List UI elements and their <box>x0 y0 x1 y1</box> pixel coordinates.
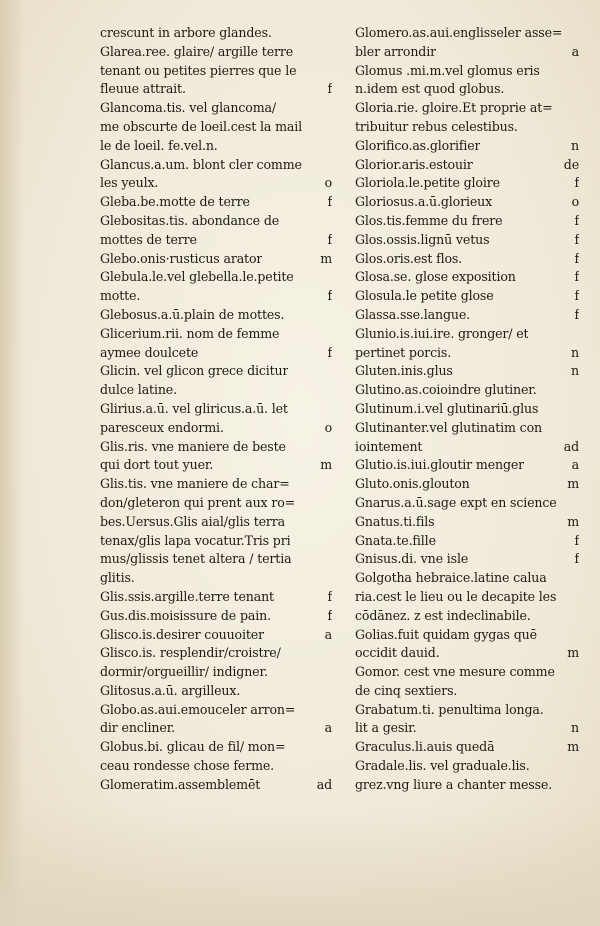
line-text: Glomeratim.assemblemēt <box>100 776 261 792</box>
line-text: Glorifico.as.glorifier <box>355 137 481 153</box>
line-text: Grabatum.ti. penultima longa. <box>355 701 544 717</box>
line-text: Glebosus.a.ū.plain de mottes. <box>100 306 285 322</box>
line-text: don/gleteron qui prent aux ro= <box>100 494 296 510</box>
line-text: Golias.fuit quidam gygas quē <box>355 626 537 642</box>
text-line <box>355 475 579 494</box>
text-line <box>355 701 579 720</box>
text-line <box>355 24 579 43</box>
gender-mark: f <box>327 231 332 247</box>
gender-mark: f <box>574 551 579 567</box>
line-text: Glosula.le petite glose <box>355 288 494 304</box>
line-text: Gomor. cest vne mesure comme <box>355 664 555 680</box>
line-text: Gnisus.di. vne isle <box>355 551 469 567</box>
text-line <box>355 550 579 569</box>
line-text: Glutinanter.vel glutinatim con <box>355 419 542 435</box>
text-line <box>355 438 579 457</box>
text-line <box>355 682 579 701</box>
line-text: Glassa.sse.langue. <box>355 306 470 322</box>
line-text: tenax/glis lapa vocatur.Tris pri <box>100 532 291 548</box>
line-text: dir encliner. <box>100 720 176 736</box>
line-text: Glancoma.tis. vel glancoma/ <box>100 100 276 116</box>
line-text: Glis.ssis.argille.terre tenant <box>100 588 274 604</box>
line-text: Glutino.as.coioindre glutiner. <box>355 382 537 398</box>
line-text: fleuue attrait. <box>100 81 186 97</box>
text-line <box>100 569 332 588</box>
line-text: Golgotha hebraice.latine calua <box>355 570 547 586</box>
line-text: Glebositas.tis. abondance de <box>100 212 280 228</box>
text-line <box>100 644 332 663</box>
line-text: Gradale.lis. vel graduale.lis. <box>355 758 530 774</box>
line-text: le de loeil. fe.vel.n. <box>100 137 218 153</box>
line-text: Gnata.te.fille <box>355 532 436 548</box>
text-line <box>100 212 332 231</box>
line-text: Glutio.is.iui.gloutir menger <box>355 457 525 473</box>
line-text: Glomero.as.aui.englisseler asse= <box>355 25 563 40</box>
line-text: crescunt in arbore glandes. <box>100 25 272 40</box>
line-text: Glos.tis.femme du frere <box>355 212 503 228</box>
gender-mark: f <box>574 288 579 304</box>
gutter-shadow <box>0 0 24 926</box>
line-text: Gloriola.le.petite gloire <box>355 175 500 191</box>
text-line <box>100 156 332 175</box>
line-text: Glirius.a.ū. vel gliricus.a.ū. let <box>100 400 288 416</box>
text-line <box>100 419 332 438</box>
text-line <box>355 118 579 137</box>
line-text: grez.vng liure a chanter messe. <box>355 776 553 792</box>
text-line <box>100 362 332 381</box>
line-text: Glomus .mi.m.vel glomus eris <box>355 62 540 78</box>
text-line <box>355 287 579 306</box>
line-text: occidit dauid. <box>355 645 440 661</box>
line-text: tribuitur rebus celestibus. <box>355 118 518 134</box>
gender-mark: o <box>571 194 579 210</box>
gender-mark: m <box>567 476 579 492</box>
text-line <box>355 325 579 344</box>
line-text: bes.Uersus.Glis aial/glis terra <box>100 513 286 529</box>
text-line <box>100 588 332 607</box>
line-text: Glancus.a.um. blont cler comme <box>100 156 302 172</box>
line-text: Glebula.le.vel glebella.le.petite <box>100 269 294 285</box>
gender-mark: f <box>574 532 579 548</box>
text-line <box>100 550 332 569</box>
text-line <box>355 419 579 438</box>
text-line <box>100 626 332 645</box>
text-line <box>100 456 332 475</box>
line-text: Glisco.is. resplendir/croistre/ <box>100 645 281 661</box>
line-text: Glos.ossis.lignū vetus <box>355 231 490 247</box>
line-text: Graculus.li.auis quedā <box>355 739 495 755</box>
line-text: Gnatus.ti.fils <box>355 513 435 529</box>
text-line <box>355 381 579 400</box>
text-line <box>355 80 579 99</box>
text-line <box>100 137 332 156</box>
gender-mark: a <box>324 626 332 642</box>
text-line <box>100 250 332 269</box>
text-line <box>100 80 332 99</box>
line-text: Globus.bi. glicau de fil/ mon= <box>100 739 286 755</box>
gender-mark: f <box>574 212 579 228</box>
text-line <box>100 682 332 701</box>
text-line <box>100 231 332 250</box>
gender-mark: n <box>571 363 579 379</box>
line-text: Glunio.is.iui.ire. gronger/ et <box>355 325 529 341</box>
text-line <box>100 757 332 776</box>
gender-mark: m <box>320 250 332 266</box>
text-line <box>355 456 579 475</box>
text-line <box>100 43 332 62</box>
gender-mark: a <box>571 457 579 473</box>
line-text: lit a gesir. <box>355 720 417 736</box>
gender-mark: o <box>324 419 332 435</box>
text-line <box>355 156 579 175</box>
line-text: n.idem est quod globus. <box>355 81 505 97</box>
text-line <box>355 137 579 156</box>
text-line <box>355 588 579 607</box>
text-line <box>100 719 332 738</box>
text-line <box>355 43 579 62</box>
gender-mark: f <box>574 269 579 285</box>
text-line <box>100 663 332 682</box>
line-text: Gluto.onis.glouton <box>355 476 470 492</box>
line-text: Glebo.onis·rusticus arator <box>100 250 263 266</box>
line-text: Gus.dis.moisissure de pain. <box>100 607 271 623</box>
line-text: iointement <box>355 438 423 454</box>
text-line <box>355 644 579 663</box>
text-line <box>355 99 579 118</box>
gender-mark: ad <box>563 438 579 454</box>
text-line <box>355 306 579 325</box>
gender-mark: f <box>574 231 579 247</box>
text-line <box>100 513 332 532</box>
gender-mark: n <box>571 720 579 736</box>
left-column <box>100 24 332 795</box>
text-line <box>355 569 579 588</box>
text-line <box>355 513 579 532</box>
right-column <box>355 24 579 795</box>
line-text: me obscurte de loeil.cest la mail <box>100 118 302 134</box>
line-text: glitis. <box>100 570 135 586</box>
text-line <box>100 118 332 137</box>
text-line <box>355 738 579 757</box>
text-line <box>355 626 579 645</box>
line-text: paresceux endormi. <box>100 419 224 435</box>
text-line <box>100 738 332 757</box>
line-text: Glis.tis. vne maniere de char= <box>100 476 290 492</box>
text-line <box>100 99 332 118</box>
text-line <box>355 719 579 738</box>
gender-mark: o <box>324 175 332 191</box>
text-line <box>355 494 579 513</box>
line-text: motte. <box>100 288 141 304</box>
line-text: tenant ou petites pierres que le <box>100 62 297 78</box>
line-text: cōdānez. z est indeclinabile. <box>355 607 531 623</box>
line-text: Glarea.ree. glaire/ argille terre <box>100 43 294 59</box>
line-text: Glutinum.i.vel glutinariū.glus <box>355 400 539 416</box>
line-text: aymee doulcete <box>100 344 199 360</box>
gender-mark: n <box>571 137 579 153</box>
line-text: qui dort tout yuer. <box>100 457 214 473</box>
text-line <box>100 24 332 43</box>
gender-mark: f <box>327 588 332 604</box>
text-line <box>355 212 579 231</box>
gender-mark: m <box>567 739 579 755</box>
text-line <box>100 701 332 720</box>
text-line <box>100 475 332 494</box>
text-line <box>100 268 332 287</box>
text-line <box>355 62 579 81</box>
gender-mark: a <box>571 43 579 59</box>
text-line <box>100 607 332 626</box>
text-line <box>355 250 579 269</box>
gender-mark: f <box>574 306 579 322</box>
text-line <box>355 268 579 287</box>
line-text: mus/glissis tenet altera / tertia <box>100 551 292 567</box>
text-line <box>355 174 579 193</box>
text-line <box>100 494 332 513</box>
gender-mark: f <box>327 81 332 97</box>
line-text: dulce latine. <box>100 382 177 398</box>
line-text: Glis.ris. vne maniere de beste <box>100 438 286 454</box>
text-line <box>355 532 579 551</box>
text-line <box>100 174 332 193</box>
line-text: Gluten.inis.glus <box>355 363 453 379</box>
line-text: Glisco.is.desirer couuoiter <box>100 626 264 642</box>
gender-mark: m <box>567 513 579 529</box>
text-line <box>100 438 332 457</box>
line-text: mottes de terre <box>100 231 197 247</box>
line-text: Glorior.aris.estouir <box>355 156 473 172</box>
line-text: de cinq sextiers. <box>355 682 458 698</box>
line-text: dormir/orgueillir/ indigner. <box>100 664 268 680</box>
gender-mark: n <box>571 344 579 360</box>
text-line <box>355 231 579 250</box>
gender-mark: f <box>574 250 579 266</box>
text-line <box>355 344 579 363</box>
gender-mark: f <box>327 194 332 210</box>
text-line <box>355 362 579 381</box>
text-line <box>355 400 579 419</box>
line-text: Gloriosus.a.ū.glorieux <box>355 194 493 210</box>
text-line <box>355 663 579 682</box>
gender-mark: m <box>320 457 332 473</box>
line-text: Glitosus.a.ū. argilleux. <box>100 682 241 698</box>
line-text: Glosa.se. glose exposition <box>355 269 516 285</box>
text-line <box>355 607 579 626</box>
text-line <box>100 381 332 400</box>
gender-mark: f <box>574 175 579 191</box>
line-text: Globo.as.aui.emouceler arron= <box>100 701 296 717</box>
gender-mark: ad <box>316 776 332 792</box>
line-text: Gnarus.a.ū.sage expt en science <box>355 494 557 510</box>
text-line <box>100 344 332 363</box>
text-line <box>355 757 579 776</box>
text-line <box>100 287 332 306</box>
line-text: bler arrondir <box>355 43 436 59</box>
line-text: ria.cest le lieu ou le decapite les <box>355 588 557 604</box>
text-line <box>355 193 579 212</box>
line-text: ceau rondesse chose ferme. <box>100 758 275 774</box>
line-text: Glicerium.rii. nom de femme <box>100 325 280 341</box>
text-line <box>100 62 332 81</box>
line-text: pertinet porcis. <box>355 344 452 360</box>
gender-mark: a <box>324 720 332 736</box>
line-text: Glicin. vel glicon grece dicitur <box>100 363 289 379</box>
gender-mark: f <box>327 344 332 360</box>
text-line <box>100 306 332 325</box>
line-text: Gleba.be.motte de terre <box>100 194 250 210</box>
text-line <box>100 532 332 551</box>
gender-mark: f <box>327 607 332 623</box>
line-text: Gloria.rie. gloire.Et proprie at= <box>355 100 553 116</box>
page-bottom-shading <box>0 806 600 926</box>
gender-mark: f <box>327 288 332 304</box>
text-line <box>100 776 332 795</box>
text-line <box>100 325 332 344</box>
text-line <box>100 400 332 419</box>
text-line <box>100 193 332 212</box>
text-line <box>355 776 579 795</box>
line-text: les yeulx. <box>100 175 159 191</box>
gender-mark: m <box>567 645 579 661</box>
line-text: Glos.oris.est flos. <box>355 250 463 266</box>
gender-mark: de <box>563 156 579 172</box>
